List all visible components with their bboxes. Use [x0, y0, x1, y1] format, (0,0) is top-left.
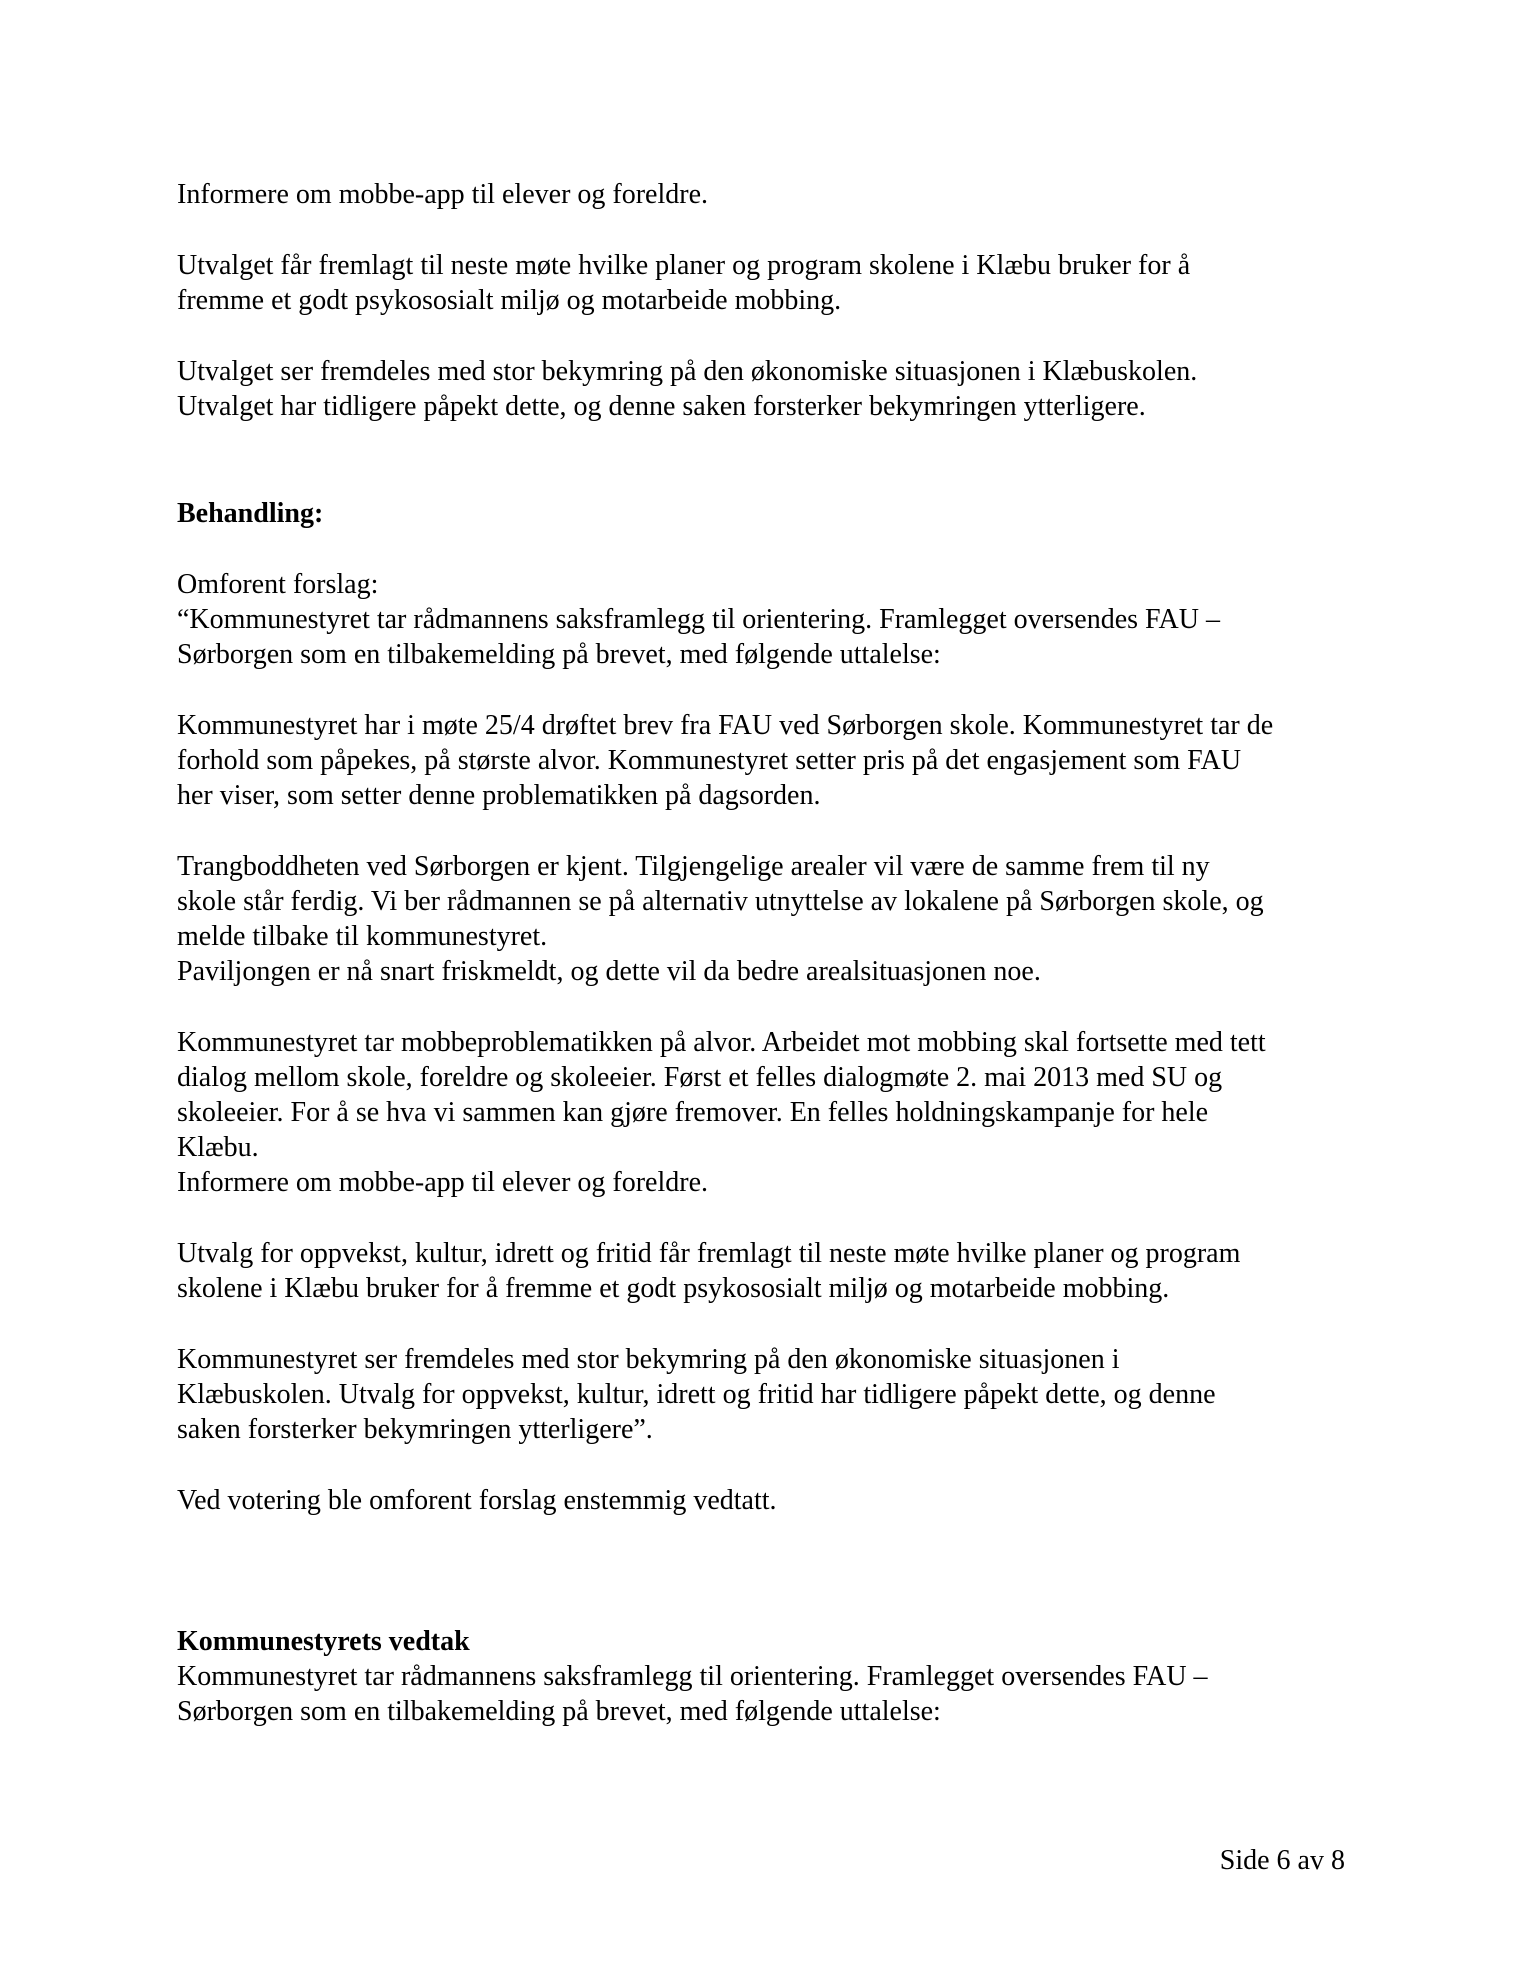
okonomi-paragraph-line-3: saken forsterker bekymringen ytterligere”.	[177, 1414, 653, 1445]
okonomi-paragraph-line-2: Klæbuskolen. Utvalg for oppvekst, kultur, idrett og fritid har tidligere påpekt dette, og denne	[177, 1379, 1216, 1410]
trangboddhet-paragraph-line-3: melde tilbake til kommunestyret.	[177, 921, 548, 952]
brev-paragraph-line-3: her viser, som setter denne problematikken på dagsorden.	[177, 780, 821, 811]
forslag-intro-line-1: “Kommunestyret tar rådmannens saksframlegg til orientering. Framlegget oversendes FAU –	[177, 604, 1220, 635]
intro-paragraph-3-line-1: Utvalget ser fremdeles med stor bekymring på den økonomiske situasjonen i Klæbuskolen.	[177, 356, 1198, 387]
mobbing-paragraph-line-5: Informere om mobbe-app til elever og foreldre.	[177, 1167, 709, 1198]
trangboddhet-paragraph-line-1: Trangboddheten ved Sørborgen er kjent. Tilgjengelige arealer vil være de samme frem til ny	[177, 851, 1210, 882]
page-number: Side 6 av 8	[1219, 1845, 1345, 1876]
mobbing-paragraph-line-4: Klæbu.	[177, 1132, 259, 1163]
brev-paragraph-line-1: Kommunestyret har i møte 25/4 drøftet brev fra FAU ved Sørborgen skole. Kommunestyret tar de	[177, 710, 1274, 741]
behandling-heading: Behandling:	[177, 498, 324, 529]
trangboddhet-paragraph-line-2: skole står ferdig. Vi ber rådmannen se på alternativ utnyttelse av lokalene på Sørborgen skole, og	[177, 886, 1264, 917]
vedtak-line-1: Kommunestyret tar rådmannens saksframlegg til orientering. Framlegget oversendes FAU –	[177, 1661, 1208, 1692]
mobbing-paragraph-line-3: skoleeier. For å se hva vi sammen kan gjøre fremover. En felles holdningskampanje for hele	[177, 1097, 1209, 1128]
intro-paragraph-3-line-2: Utvalget har tidligere påpekt dette, og denne saken forsterker bekymringen ytterligere.	[177, 391, 1146, 422]
okonomi-paragraph-line-1: Kommunestyret ser fremdeles med stor bekymring på den økonomiske situasjonen i	[177, 1344, 1120, 1375]
intro-paragraph-2-line-1: Utvalget får fremlagt til neste møte hvilke planer og program skolene i Klæbu bruker for å	[177, 250, 1191, 281]
mobbing-paragraph-line-1: Kommunestyret tar mobbeproblematikken på alvor. Arbeidet mot mobbing skal fortsette med tett	[177, 1027, 1266, 1058]
brev-paragraph-line-2: forhold som påpekes, på største alvor. Kommunestyret setter pris på det engasjement som FAU	[177, 745, 1242, 776]
vedtak-heading: Kommunestyrets vedtak	[177, 1626, 470, 1657]
intro-paragraph-2-line-2: fremme et godt psykososialt miljø og motarbeide mobbing.	[177, 285, 842, 316]
forslag-label: Omforent forslag:	[177, 569, 379, 600]
utvalg-paragraph-line-1: Utvalg for oppvekst, kultur, idrett og fritid får fremlagt til neste møte hvilke planer og program	[177, 1238, 1241, 1269]
forslag-intro-line-2: Sørborgen som en tilbakemelding på brevet, med følgende uttalelse:	[177, 639, 941, 670]
utvalg-paragraph-line-2: skolene i Klæbu bruker for å fremme et godt psykososialt miljø og motarbeide mobbing.	[177, 1273, 1170, 1304]
vedtak-line-2: Sørborgen som en tilbakemelding på brevet, med følgende uttalelse:	[177, 1696, 941, 1727]
votering-result: Ved votering ble omforent forslag enstemmig vedtatt.	[177, 1485, 777, 1516]
mobbing-paragraph-line-2: dialog mellom skole, foreldre og skoleeier. Først et felles dialogmøte 2. mai 2013 med SU og	[177, 1062, 1223, 1093]
trangboddhet-paragraph-line-4: Paviljongen er nå snart friskmeldt, og dette vil da bedre arealsituasjonen noe.	[177, 956, 1041, 987]
intro-paragraph-1: Informere om mobbe-app til elever og foreldre.	[177, 179, 709, 210]
